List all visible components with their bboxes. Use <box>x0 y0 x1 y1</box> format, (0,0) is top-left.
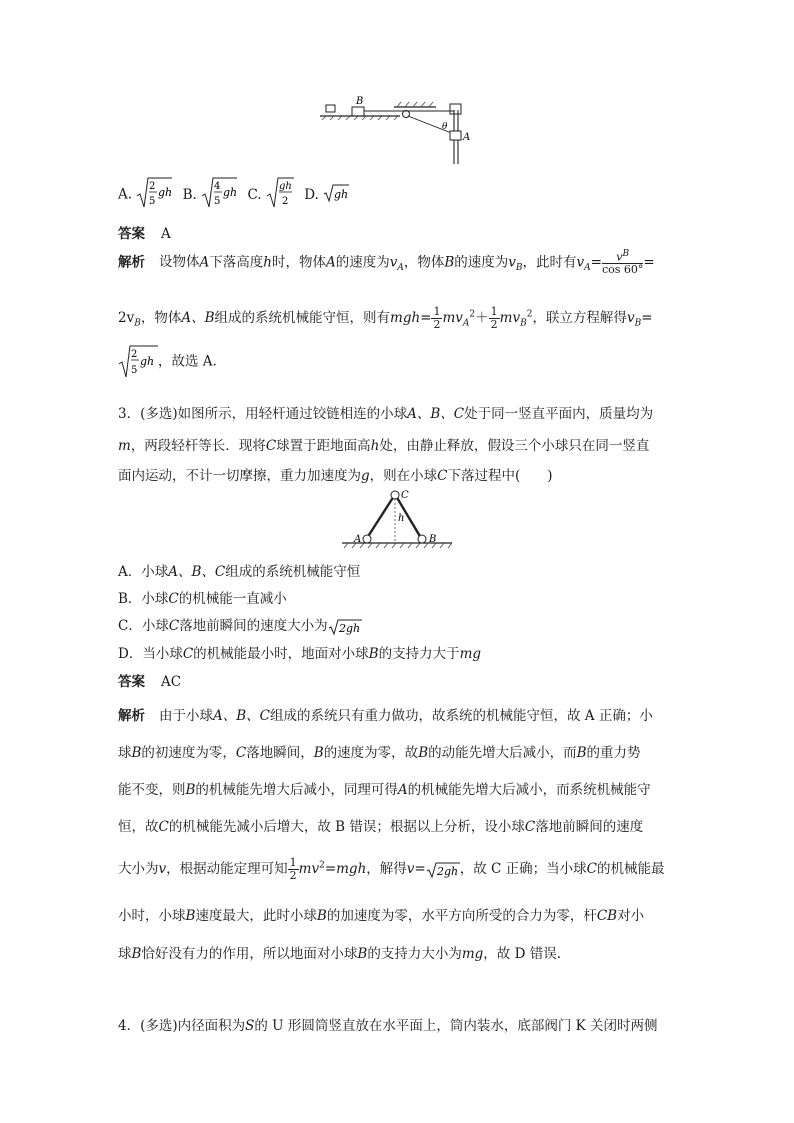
svg-text:2: 2 <box>149 181 156 192</box>
option-d-formula <box>323 183 349 207</box>
svg-text:4: 4 <box>214 181 221 192</box>
option-c-formula <box>266 176 294 214</box>
svg-text:5: 5 <box>149 196 156 207</box>
svg-text:gh: gh <box>158 186 173 199</box>
sqrt-sign <box>323 183 349 203</box>
q3-stem-line3: 面内运动，不计一切摩擦，重力加速度为g，则在小球C下落过程中( ) <box>118 468 553 484</box>
q3-analysis-line4: 恒，故C的机械能先减小后增大，故 B 错误；根据以上分析，设小球C落地前瞬间的速度 <box>118 819 644 835</box>
q3-analysis-line1: 解析 由于小球A、B、C组成的系统只有重力做功，故系统的机械能守恒，故 A 正确；小 <box>118 708 653 724</box>
svg-text:2: 2 <box>131 349 138 360</box>
q3-option-b: B．小球C的机械能一直减小 <box>118 591 287 607</box>
sqrt-sign <box>266 176 294 210</box>
sqrt-sign <box>201 176 237 210</box>
label-A: A <box>463 132 471 143</box>
svg-text:gh: gh <box>140 355 155 368</box>
q2-analysis-line3: 2 5 gh ，故选 A. <box>118 344 217 380</box>
svg-text:2gh: 2gh <box>436 864 458 878</box>
q2-options <box>118 176 349 214</box>
q3-stem-line1: 3．(多选)如图所示，用轻杆通过铰链相连的小球A、B、C处于同一竖直平面内，质量均为 <box>118 406 654 422</box>
svg-text:5: 5 <box>214 196 221 207</box>
q3-option-a: A．小球A、B、C组成的系统机械能守恒 <box>118 564 361 580</box>
svg-text:gh: gh <box>334 188 349 201</box>
q2-analysis-line2: $2v_B$，物体A、B组成的系统机械能守恒，则有mgh= $\frac{1}{2}$ $mv_A^2+$ $\frac{1}{2}$ $mv_B^2$，联立方程解得$v_B=$ <box>118 305 653 331</box>
label-A: A <box>354 534 362 545</box>
option-a-formula <box>136 176 172 214</box>
sqrt-2gh <box>328 618 362 636</box>
label-B: B <box>429 534 437 545</box>
q3-analysis-line3: 能不变，则B的机械能先增大后减小，同理可得A的机械能先增大后减小，而系统机械能守 <box>118 782 651 798</box>
q3-analysis-line6: 小时，小球B速度最大，此时小球B的加速度为零，水平方向所受的合力为零，杆CB对小 <box>118 908 645 924</box>
option-c-label: C. <box>247 186 262 203</box>
q3-analysis-line2: 球B的初速度为零，C落地瞬间，B的速度为零，故B的动能先增大后减小，而B的重力势 <box>118 745 641 761</box>
q3-option-c: C．小球C落地前瞬间的速度大小为 2gh <box>118 618 360 635</box>
pulley-figure <box>318 96 478 168</box>
label-theta: θ <box>442 122 448 132</box>
q3-analysis-line7: 球B恰好没有力的作用，所以地面对小球B的支持力大小为mg，故 D 错误. <box>118 946 561 962</box>
svg-text:gh: gh <box>223 186 238 199</box>
q2-answer: 答案 A <box>118 226 171 242</box>
svg-text:5: 5 <box>131 365 138 376</box>
label-C: C <box>401 490 409 501</box>
label-h: h <box>398 513 405 524</box>
option-b-formula <box>201 176 237 214</box>
svg-text:gh: gh <box>278 181 292 192</box>
sqrt-sign <box>136 176 172 210</box>
q3-stem-line2: m，两段轻杆等长．现将C球置于距地面高h处，由静止释放，假设三个小球只在同一竖直 <box>118 438 650 454</box>
q4-stem-line1: 4．(多选)内径面积为S的 U 形圆筒竖直放在水平面上，筒内装水，底部阀门 K 关闭时两侧 <box>118 1018 658 1034</box>
option-d-label: D. <box>304 186 319 203</box>
fraction-vb-cos60: $\frac{v^B}{\cos 60^\circ}$ <box>601 249 644 277</box>
q3-option-d: D．当小球C的机械能最小时，地面对小球B的支持力大于mg <box>118 646 482 662</box>
label-B: B <box>356 96 364 107</box>
sqrt-2-5-gh <box>118 344 158 380</box>
q3-analysis-line5: 大小为v，根据动能定理可知 $\frac{1}{2}$ $mv^2=mgh$，解得v= 2gh ，故 C 正确；当小球C的机械能最 <box>118 856 665 882</box>
option-a-label: A. <box>118 186 133 203</box>
balls-figure <box>338 486 456 552</box>
svg-text:2gh: 2gh <box>338 621 360 635</box>
q3-answer: 答案 AC <box>118 674 182 690</box>
svg-text:2: 2 <box>281 196 289 207</box>
sqrt-2gh <box>426 861 460 879</box>
option-b-label: B. <box>182 186 197 203</box>
q2-analysis-line1: 解析 设物体A下落高度h时，物体A的速度为$v_A$，物体B的速度为$v_B$，此时有$v_A=$ $\frac{v^B}{\cos 60^\circ}$ = <box>118 249 655 277</box>
